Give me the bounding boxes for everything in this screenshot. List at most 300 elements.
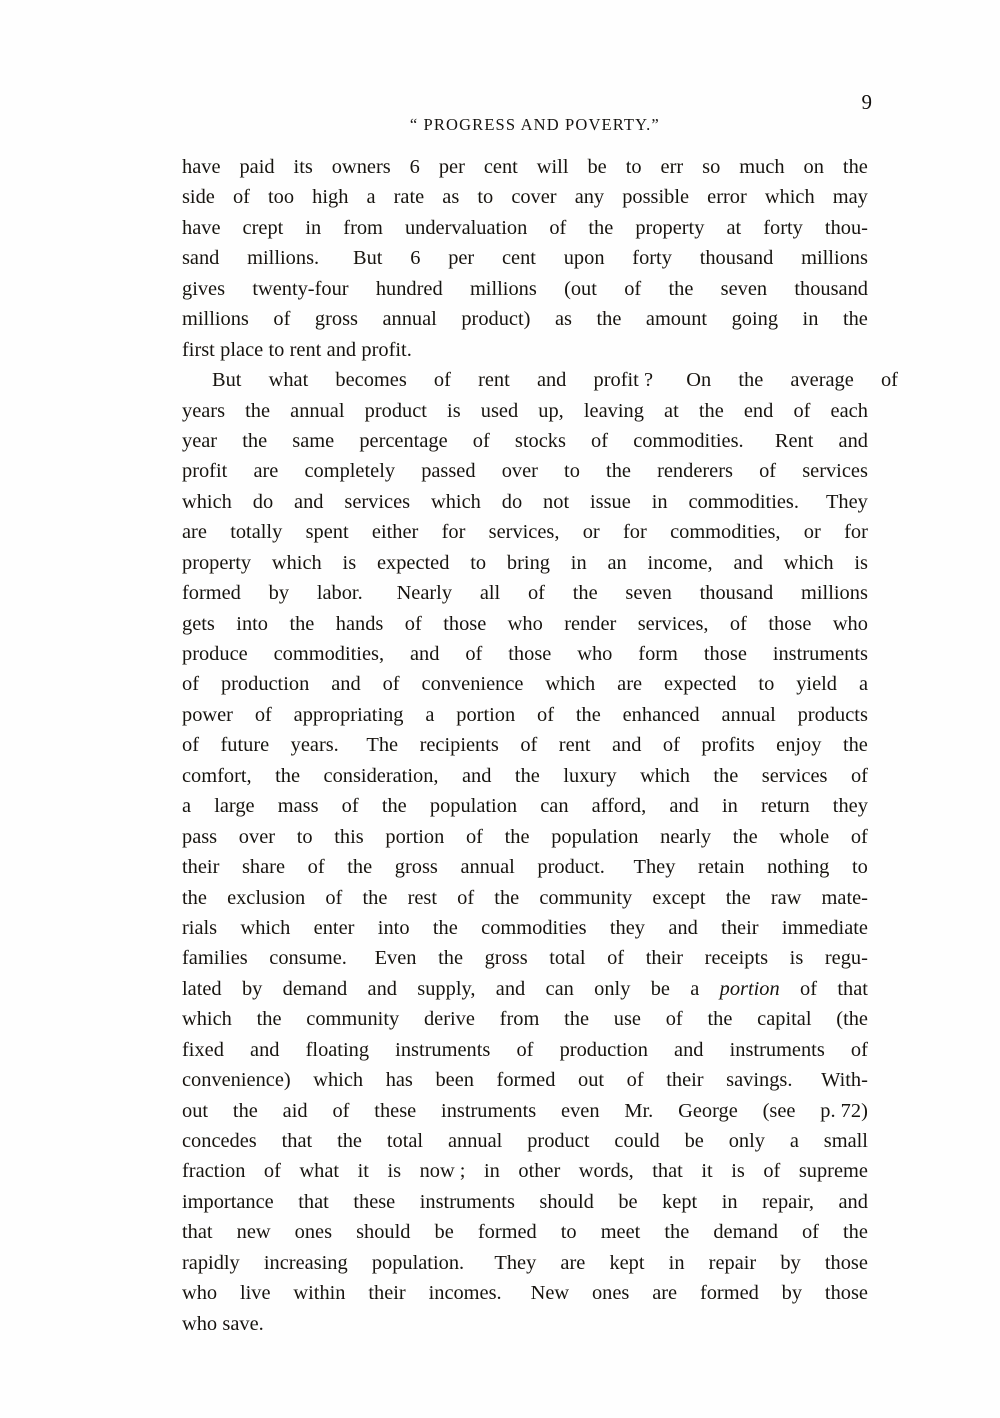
text-line: [182, 578, 868, 608]
word: nearly: [660, 825, 712, 848]
word: of: [273, 308, 291, 331]
word: are: [652, 1282, 678, 1305]
word: any: [574, 186, 605, 209]
word: which: [545, 673, 596, 696]
word: of: [254, 703, 272, 726]
word: either: [371, 521, 419, 544]
word: and: [461, 764, 492, 787]
word: of: [465, 825, 483, 848]
word: floating: [305, 1038, 370, 1061]
word: completely: [304, 460, 396, 483]
word: savings.: [726, 1069, 793, 1092]
word: could: [614, 1130, 660, 1152]
text-line-content: [182, 669, 868, 699]
text-line: [182, 761, 868, 791]
word: same: [292, 429, 335, 452]
word: the: [504, 825, 530, 848]
word: formed: [182, 582, 241, 605]
word: is: [342, 551, 357, 574]
word: are: [617, 673, 643, 696]
text-line-content: [182, 974, 868, 1004]
word: who: [182, 1312, 218, 1335]
word: of: [232, 186, 250, 209]
word: community: [539, 886, 633, 909]
word: The: [366, 734, 399, 757]
word: cent: [483, 156, 518, 178]
word: not: [543, 490, 570, 513]
text-line: [182, 213, 868, 243]
word: thou-: [824, 216, 868, 239]
word: each: [830, 399, 868, 422]
word: of: [182, 734, 199, 757]
word: But: [212, 369, 242, 392]
word: rent: [558, 734, 591, 757]
word: and: [536, 369, 567, 392]
word: the: [438, 947, 463, 970]
word: kept: [609, 1251, 645, 1274]
text-line-content: [182, 517, 868, 547]
word: meet: [600, 1221, 641, 1244]
text-line: [182, 852, 868, 882]
text-line: [182, 487, 868, 517]
word: the: [575, 703, 601, 726]
running-head: [182, 90, 872, 134]
word: now ;: [419, 1160, 466, 1183]
word: a: [425, 703, 435, 726]
word: a: [690, 977, 700, 1000]
word: from: [499, 1008, 540, 1031]
word: the: [588, 216, 614, 239]
word: instruments: [729, 1038, 825, 1061]
text-line: [182, 396, 868, 426]
word: profits: [701, 734, 755, 757]
word: issue: [590, 490, 631, 513]
word: p. 72): [820, 1099, 868, 1122]
text-line-content: [182, 365, 898, 395]
word: only: [728, 1130, 765, 1152]
word: of: [465, 643, 483, 665]
word: repair: [708, 1251, 757, 1274]
word: the: [842, 156, 868, 178]
word: commodities.: [688, 490, 799, 513]
text-line: [182, 1096, 868, 1126]
text-line-content: [182, 335, 868, 365]
word: within: [293, 1282, 346, 1305]
word: the: [606, 460, 631, 483]
word: instruments: [772, 643, 868, 665]
word: of: [626, 1069, 644, 1092]
word: (see: [762, 1099, 796, 1122]
word: capital: [757, 1008, 812, 1031]
word: average: [790, 369, 854, 392]
word: years: [182, 399, 226, 422]
emphasized-word: portion: [719, 977, 780, 1000]
text-line-content: [182, 1096, 868, 1126]
word: enhanced: [622, 703, 700, 726]
text-line-content: [182, 822, 868, 852]
word: They: [633, 856, 676, 879]
text-line-content: [182, 1278, 868, 1308]
word: product: [527, 1130, 590, 1152]
word: gross: [394, 856, 438, 879]
word: in: [802, 308, 819, 331]
word: new: [236, 1221, 271, 1244]
word: hands: [335, 612, 384, 635]
word: of: [759, 460, 777, 483]
word: a: [789, 1130, 799, 1152]
word: total: [386, 1130, 424, 1152]
word: Rent: [774, 429, 814, 452]
word: importance: [182, 1190, 274, 1213]
word: instruments: [441, 1099, 537, 1122]
word: the: [725, 886, 751, 909]
word: the: [713, 764, 739, 787]
word: consume.: [269, 947, 347, 970]
word: other: [518, 1160, 561, 1183]
word: the: [707, 1008, 733, 1031]
word: which: [764, 186, 815, 209]
word: power: [182, 703, 233, 726]
word: undervaluation: [404, 216, 528, 239]
word: But: [352, 247, 383, 270]
word: the: [514, 764, 540, 787]
word: their: [721, 916, 759, 939]
word: enter: [313, 916, 355, 939]
word: leaving: [583, 399, 644, 422]
word: instruments: [419, 1190, 515, 1213]
text-line: [182, 791, 868, 821]
word: the: [732, 825, 758, 848]
text-line: [182, 822, 868, 852]
word: form: [638, 643, 678, 665]
word: portion: [385, 825, 445, 848]
word: retain: [698, 856, 745, 879]
word: share: [241, 856, 286, 879]
word: first: [182, 338, 215, 361]
word: be: [434, 1221, 454, 1244]
word: they: [609, 916, 645, 939]
word: much: [739, 156, 785, 178]
text-line-content: [182, 1309, 868, 1339]
word: and: [733, 551, 763, 574]
word: and: [250, 1038, 280, 1061]
word: (out: [564, 277, 597, 300]
word: the: [842, 734, 868, 757]
word: renderers: [657, 460, 733, 483]
word: expected: [376, 551, 450, 574]
text-line-content: [182, 761, 868, 791]
word: passed: [421, 460, 476, 483]
word: increasing: [263, 1251, 348, 1274]
word: On: [686, 369, 712, 392]
word: those: [824, 1282, 868, 1305]
word: of: [729, 612, 747, 635]
word: of: [793, 399, 811, 422]
word: what: [299, 1160, 340, 1183]
word: income,: [647, 551, 713, 574]
word: to: [560, 1221, 577, 1244]
text-line-content: [182, 700, 868, 730]
word: expected: [664, 673, 737, 696]
word: a: [858, 673, 868, 696]
word: who: [832, 612, 868, 635]
page-number: 9: [861, 90, 872, 114]
word: by: [781, 1282, 803, 1305]
word: sand: [182, 247, 220, 270]
word: the: [275, 764, 301, 787]
word: words,: [578, 1160, 634, 1183]
word: is: [447, 399, 461, 422]
text-line: [182, 730, 868, 760]
word: this: [334, 825, 364, 848]
word: the: [362, 886, 388, 909]
word: and: [367, 977, 397, 1000]
word: enjoy: [776, 734, 822, 757]
word: the: [289, 612, 315, 635]
word: rials: [182, 916, 218, 939]
word: by: [268, 582, 290, 605]
word: rapidly: [182, 1251, 240, 1274]
word: it: [357, 1160, 369, 1183]
word: the: [664, 1221, 690, 1244]
word: so: [702, 156, 721, 178]
text-line: [182, 426, 868, 456]
text-line: [182, 152, 868, 182]
running-head-title: [176, 95, 862, 155]
word: into: [377, 916, 410, 939]
word: demand: [713, 1221, 778, 1244]
word: or: [582, 521, 600, 544]
word: and: [611, 734, 642, 757]
word: the: [245, 399, 271, 422]
word: population: [551, 825, 639, 848]
text-line: [182, 243, 868, 273]
word: annual: [447, 1130, 503, 1152]
word: services: [802, 460, 868, 483]
word: are: [560, 1251, 586, 1274]
text-line: [182, 1278, 868, 1308]
text-line-content: [182, 426, 868, 456]
word: regu-: [824, 947, 868, 970]
word: commodities,: [670, 521, 781, 544]
word: of: [472, 429, 490, 452]
word: aid: [282, 1099, 308, 1122]
word: or: [803, 521, 821, 544]
text-line: [182, 1156, 868, 1186]
word: cent: [502, 247, 536, 270]
word: live: [239, 1282, 271, 1305]
word: of: [549, 216, 567, 239]
word: kept: [662, 1190, 698, 1213]
word: property: [182, 551, 252, 574]
word: paid: [239, 156, 275, 178]
word: years.: [290, 734, 339, 757]
word: and: [838, 1190, 868, 1213]
text-line-content: [182, 943, 868, 973]
text-line: [182, 669, 868, 699]
word: and: [838, 429, 868, 452]
word: millions: [469, 277, 537, 300]
text-line-content: [182, 456, 868, 486]
word: forty: [763, 216, 803, 239]
word: rest: [407, 886, 438, 909]
text-line: [182, 883, 868, 913]
word: their: [666, 1069, 704, 1092]
word: that: [182, 1221, 213, 1244]
word: They: [494, 1251, 537, 1274]
text-line-content: [182, 396, 868, 426]
word: crept: [242, 216, 284, 239]
word: the: [698, 399, 724, 422]
word: are: [253, 460, 279, 483]
word: afford,: [591, 795, 647, 818]
word: as: [442, 186, 460, 209]
word: product): [461, 308, 531, 331]
text-line-content: [182, 852, 868, 882]
word: a: [366, 186, 376, 209]
word: used: [480, 399, 519, 422]
word: of: [520, 734, 538, 757]
word: bring: [506, 551, 550, 574]
word: to: [470, 551, 487, 574]
word: They: [825, 490, 868, 513]
word: of: [527, 582, 545, 605]
word: possible: [622, 186, 690, 209]
word: who: [577, 643, 613, 665]
word: population: [429, 795, 518, 818]
word: for: [441, 521, 466, 544]
text-line: [182, 639, 868, 669]
text-line-content: [182, 791, 868, 821]
text-line: [182, 304, 868, 334]
word: render: [564, 612, 617, 635]
word: recipients: [419, 734, 499, 757]
word: side: [182, 186, 215, 209]
word: With-: [821, 1069, 868, 1092]
word: to: [477, 186, 494, 209]
word: in: [721, 795, 738, 818]
word: at: [664, 399, 679, 422]
word: at: [726, 216, 742, 239]
text-line-content: [182, 1004, 868, 1034]
word: families: [182, 947, 248, 970]
word: that: [298, 1190, 329, 1213]
word: ones: [294, 1221, 333, 1244]
word: spent: [305, 521, 349, 544]
word: thousand: [794, 277, 868, 300]
word: rate: [393, 186, 425, 209]
word: that: [652, 1160, 683, 1183]
text-line-content: [182, 1065, 868, 1095]
word: formed: [496, 1069, 556, 1092]
word: which: [182, 1008, 232, 1031]
word: they: [832, 795, 868, 818]
word: totally: [230, 521, 283, 544]
word: end: [743, 399, 774, 422]
word: owners: [331, 156, 391, 178]
word: and: [294, 490, 324, 513]
word: stocks: [514, 429, 566, 452]
text-line: [182, 609, 868, 639]
word: ones: [591, 1282, 630, 1305]
word: error: [707, 186, 747, 209]
word: millions: [801, 582, 868, 605]
word: per: [438, 156, 465, 178]
word: thousand: [699, 582, 774, 605]
word: mate-: [821, 886, 868, 909]
word: is: [789, 947, 804, 970]
word: seven: [720, 277, 768, 300]
text-line: [182, 1065, 868, 1095]
word: of: [341, 795, 359, 818]
text-line: [182, 1126, 868, 1156]
word: gross: [484, 947, 528, 970]
word: what: [268, 369, 309, 392]
word: labor.: [316, 582, 363, 605]
word: the: [738, 369, 764, 392]
word: be: [650, 977, 670, 1000]
word: err: [660, 156, 684, 178]
word: who: [507, 612, 543, 635]
word: property: [635, 216, 705, 239]
word: millions: [801, 247, 868, 270]
word: the: [596, 308, 622, 331]
word: even: [561, 1099, 600, 1122]
word: to: [268, 338, 285, 361]
word: of: [537, 703, 555, 726]
word: it: [701, 1160, 713, 1183]
word: who: [182, 1282, 218, 1305]
word: millions: [182, 308, 249, 331]
word: and: [331, 673, 361, 696]
word: repair,: [762, 1190, 814, 1213]
word: gets: [182, 612, 215, 635]
word: those: [508, 643, 552, 665]
word: receipts: [704, 947, 769, 970]
word: that: [837, 977, 868, 1000]
word: high: [312, 186, 349, 209]
word: the: [256, 1008, 282, 1031]
word: portion: [456, 703, 516, 726]
word: of: [624, 277, 642, 300]
text-line: [182, 365, 898, 395]
word: profit ?: [593, 369, 653, 392]
word: Even: [374, 947, 417, 970]
word: luxury: [563, 764, 617, 787]
word: forty: [632, 247, 672, 270]
text-line: [182, 1187, 868, 1217]
word: services: [761, 764, 828, 787]
word: over: [501, 460, 538, 483]
word: services,: [637, 612, 709, 635]
word: cover: [511, 186, 557, 209]
word: the: [182, 886, 207, 909]
word: to: [296, 825, 313, 848]
word: in: [483, 1160, 500, 1183]
word: do: [252, 490, 274, 513]
word: of: [382, 673, 400, 696]
text-line-content: [182, 548, 868, 578]
word: which: [182, 490, 232, 513]
word: annual: [382, 308, 437, 331]
word: hundred: [375, 277, 443, 300]
word: these: [374, 1099, 417, 1122]
word: (the: [836, 1008, 868, 1031]
word: services,: [488, 521, 560, 544]
word: a: [182, 795, 192, 818]
word: do: [501, 490, 523, 513]
text-line-content: [182, 913, 868, 943]
